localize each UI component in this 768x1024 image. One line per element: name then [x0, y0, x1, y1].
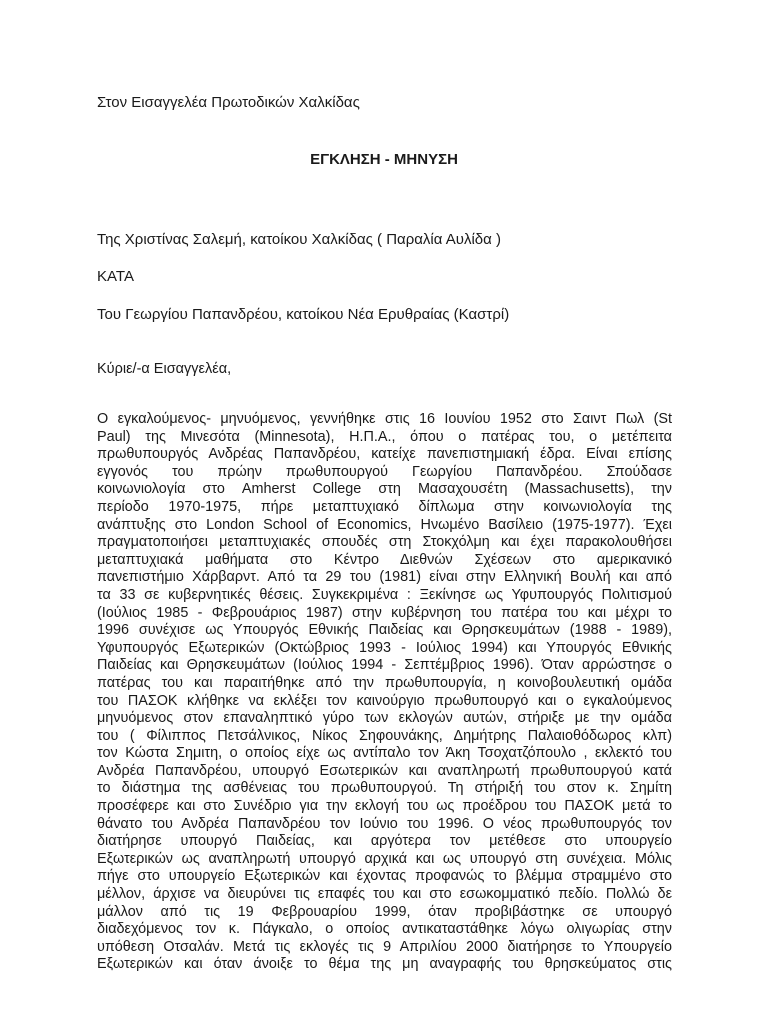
body-line: Παιδείας και Θρησκευμάτων (Ιούλιος 1994 - Σεπτέμβριος 1996). Όταν αρρώστησε ο	[97, 657, 672, 674]
body-line: εγγονός του πρώην πρωθυπουργού Γεωργίου Παπανδρέου. Σπούδασε	[97, 463, 672, 480]
body-line: Paul) της Μινεσότα (Minnesota), Η.Π.Α., όπου ο πατέρας του, ο μετέπειτα	[97, 428, 672, 445]
body-line: Υφυπουργός Εξωτερικών (Οκτώβριος 1993 - Ιούλιος 1994) και Υπουργός Εθνικής	[97, 639, 672, 656]
addressee-line: Στον Εισαγγελέα Πρωτοδικών Χαλκίδας	[97, 94, 360, 111]
body-line: του ( Φίλιππος Πετσάλνικος, Νίκος Σηφουνάκης, Δημήτρης Παλαιοθόδωρος κλπ)	[97, 727, 672, 744]
body-line: υπόθεση Οτσαλάν. Μετά τις εκλογές τις 9 Απριλίου 2000 διατήρησε το Υπουργείο	[97, 938, 672, 955]
body-line: διατήρησε υπουργό Παιδείας, και αργότερα τον μετέθεσε στο υπουργείο	[97, 833, 672, 850]
body-line: μεταπτυχιακά μαθήματα στο Κέντρο Διεθνών Σχέσεων στο αμερικανικό	[97, 551, 672, 568]
body-line: πρωθυπουργός Ανδρέας Παπανδρέου, κατείχε πανεπιστημιακή έδρα. Είναι επίσης	[97, 446, 672, 463]
body-line: προσέφερε και στο Συνέδριο για την εκλογή του ως προέδρου του ΠΑΣΟΚ μετά το	[97, 798, 672, 815]
complainant-line: Της Χριστίνας Σαλεμή, κατοίκου Χαλκίδας ( Παραλία Αυλίδα )	[97, 231, 501, 248]
body-line: τα 33 σε κυβερνητικές θέσεις. Συγκεκριμένα : Ξεκίνησε ως Υφυπουργός Πολιτισμού	[97, 586, 672, 603]
body-line: θάνατο του Ανδρέα Παπανδρέου τον Ιούνιο του 1996. Ο νέος πρωθυπουργός τον	[97, 815, 672, 832]
body-line: Εξωτερικών ως αναπληρωτή υπουργό αρχικά και ως υπουργό στη συνέχεια. Μόλις	[97, 850, 672, 867]
body-line: τον Κώστα Σημιτη, ο οποίος είχε ως αντίπαλο τον Άκη Τσοχατζόπουλο , εκλεκτό του	[97, 745, 672, 762]
body-line: 1996 συνέχισε ως Υπουργός Εθνικής Παιδείας και Θρησκευμάτων (1988 - 1989),	[97, 622, 672, 639]
body-line: πανεπιστήμιο Χάρβαρντ. Από τα 29 του (1981) είναι στην Ελληνική Βουλή και από	[97, 569, 672, 586]
against-line: ΚΑΤΑ	[97, 268, 134, 285]
body-line: διαδεχόμενος τον κ. Πάγκαλο, ο οποίος αντικαταστάθηκε λόγω ολιγωρίας στην	[97, 921, 672, 938]
body-line: Εξωτερικών και όταν άνοιξε το θέμα της μη αναγραφής του θρησκεύματος στις	[97, 956, 672, 973]
body-line: του ΠΑΣΟΚ κλήθηκε να εκλέξει τον καινούργιο πρωθυπουργό και ο εγκαλούμενος	[97, 692, 672, 709]
body-line: περίοδο 1970-1975, πήρε μεταπτυχιακό δίπλωμα στην κοινωνιολογία της	[97, 498, 672, 515]
body-line: μέλλον, άρχισε να διευρύνει τις επαφές του και στο εσωκομματικό πεδίο. Πολλώ δε	[97, 886, 672, 903]
body-line: μηνυόμενος στον επαναληπτικό γύρο των εκλογών αυτών, στήριξε με την ομάδα	[97, 710, 672, 727]
body-line: το διάστημα της ασθένειας του πρωθυπουργού. Τη στήριξή του στον κ. Σημίτη	[97, 780, 672, 797]
body-line: Ο εγκαλούμενος- μηνυόμενος, γεννήθηκε στις 16 Ιουνίου 1952 στο Σαιντ Πωλ (St	[97, 411, 672, 427]
body-line: μάλλον από τις 19 Φεβρουαρίου 1999, όταν προβιβάστηκε σε υπουργό	[97, 903, 672, 920]
body-line: πατέρας του και παραιτήθηκε από την πρωθυπουργία, η κοινοβουλευτική ομάδα	[97, 674, 672, 691]
salutation-line: Κύριε/-α Εισαγγελέα,	[97, 361, 232, 377]
body-line: ανάπτυξης στο London School of Economics, Ηνωμένο Βασίλειο (1975-1977). Έχει	[97, 516, 672, 533]
body-paragraph	[97, 411, 672, 974]
body-line: πήγε στο υπουργείο Εξωτερικών και έχοντας προφανώς το βλέμμα στραμμένο στο	[97, 868, 672, 885]
body-line: κοινωνιολογία στο Amherst College στη Μασαχουσέτη (Massachusetts), την	[97, 481, 672, 498]
document-title: ΕΓΚΛΗΣΗ - ΜΗΝΥΣΗ	[310, 151, 458, 168]
body-line: (Ιούλιος 1985 - Φεβρουάριος 1987) στην κυβέρνηση του πατέρα του και μέχρι το	[97, 604, 672, 621]
body-line: πραγματοποιήσει μεταπτυχιακές σπουδές στη Στοκχόλμη και έχει παρακολουθήσει	[97, 534, 672, 551]
accused-line: Του Γεωργίου Παπανδρέου, κατοίκου Νέα Ερυθραίας (Καστρί)	[97, 306, 510, 323]
body-line: Ανδρέα Παπανδρέου, υπουργό Εσωτερικών και αναπληρωτή πρωθυπουργού κατά	[97, 762, 672, 779]
